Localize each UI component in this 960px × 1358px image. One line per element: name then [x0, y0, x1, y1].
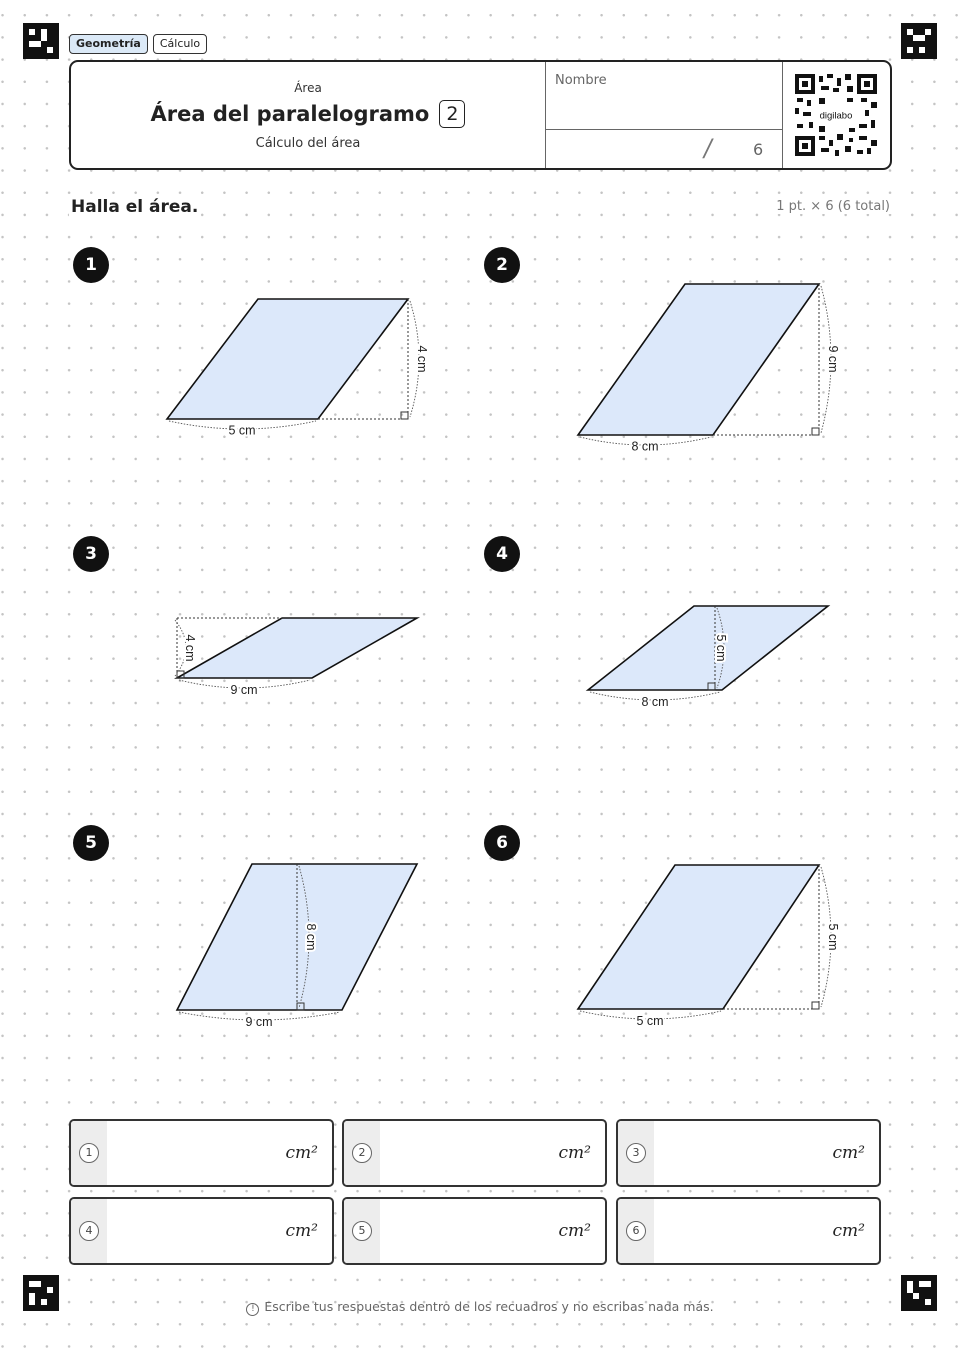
- base-label: 9 cm: [230, 683, 258, 697]
- height-label: 5 cm: [714, 634, 728, 662]
- parallelogram-figure-4: [588, 606, 828, 709]
- parallelogram-figure-6: [578, 865, 840, 1028]
- footer-note: [0, 1299, 960, 1316]
- answer-box-1[interactable]: [69, 1119, 334, 1187]
- qr-logo-text: digilabo: [819, 110, 853, 122]
- subject-label: Área: [294, 81, 322, 95]
- answer-number: 2: [352, 1143, 372, 1163]
- answer-number: 4: [79, 1221, 99, 1241]
- parallelogram-shape: [177, 618, 417, 678]
- answer-unit: cm²: [558, 1221, 591, 1241]
- answer-number: 3: [626, 1143, 646, 1163]
- problem-number-badge: 4: [484, 536, 520, 572]
- points-info: 1 pt. × 6 (6 total): [776, 199, 890, 214]
- problem-number-badge: 2: [484, 247, 520, 283]
- height-label: 5 cm: [826, 923, 840, 951]
- parallelogram-figure-5: [177, 864, 417, 1029]
- base-label: 8 cm: [641, 695, 669, 709]
- problem-number-badge: 3: [73, 536, 109, 572]
- answer-unit: cm²: [558, 1143, 591, 1163]
- answer-box-5[interactable]: [342, 1197, 607, 1265]
- parallelogram-figure-1: [167, 299, 429, 438]
- parallelogram-shape: [167, 299, 408, 419]
- score-slash: /: [701, 134, 715, 162]
- score-total: 6: [753, 140, 764, 159]
- info-icon: !: [246, 1303, 259, 1316]
- height-label: 4 cm: [183, 634, 197, 662]
- base-label: 8 cm: [631, 439, 659, 454]
- answer-box-6[interactable]: [616, 1197, 881, 1265]
- answer-number: 1: [79, 1143, 99, 1163]
- parallelogram-figure-2: [578, 284, 840, 454]
- answer-unit: cm²: [285, 1221, 318, 1241]
- height-label: 9 cm: [826, 345, 840, 373]
- answer-number: 5: [352, 1221, 372, 1241]
- problem-number-badge: 1: [73, 247, 109, 283]
- height-label: 8 cm: [304, 923, 318, 951]
- instruction-text: Halla el área.: [71, 197, 199, 217]
- height-label: 4 cm: [415, 345, 429, 373]
- answer-number: 6: [626, 1221, 646, 1241]
- answer-unit: cm²: [832, 1221, 865, 1241]
- answer-box-2[interactable]: [342, 1119, 607, 1187]
- worksheet-number: 2: [439, 100, 465, 128]
- base-label: 5 cm: [228, 423, 256, 438]
- title-text: Área del paralelogramo: [150, 102, 430, 126]
- answer-box-3[interactable]: [616, 1119, 881, 1187]
- worksheet-description: Cálculo del área: [255, 136, 361, 151]
- answer-unit: cm²: [285, 1143, 318, 1163]
- answer-unit: cm²: [832, 1143, 865, 1163]
- parallelogram-figure-3: [175, 618, 417, 697]
- tag-calculo: Cálculo: [153, 34, 207, 54]
- base-label: 5 cm: [636, 1014, 664, 1028]
- parallelogram-shape: [578, 284, 819, 435]
- tag-geometria: Geometría: [69, 34, 148, 54]
- problem-number-badge: 6: [484, 825, 520, 861]
- answer-box-4[interactable]: [69, 1197, 334, 1265]
- base-label: 9 cm: [245, 1015, 273, 1029]
- name-label: Nombre: [555, 73, 607, 88]
- footer-text: Escribe tus respuestas dentro de los recuadros y no escribas nada más.: [264, 1299, 714, 1314]
- problem-number-badge: 5: [73, 825, 109, 861]
- parallelogram-shape: [588, 606, 828, 690]
- parallelogram-shape: [578, 865, 819, 1009]
